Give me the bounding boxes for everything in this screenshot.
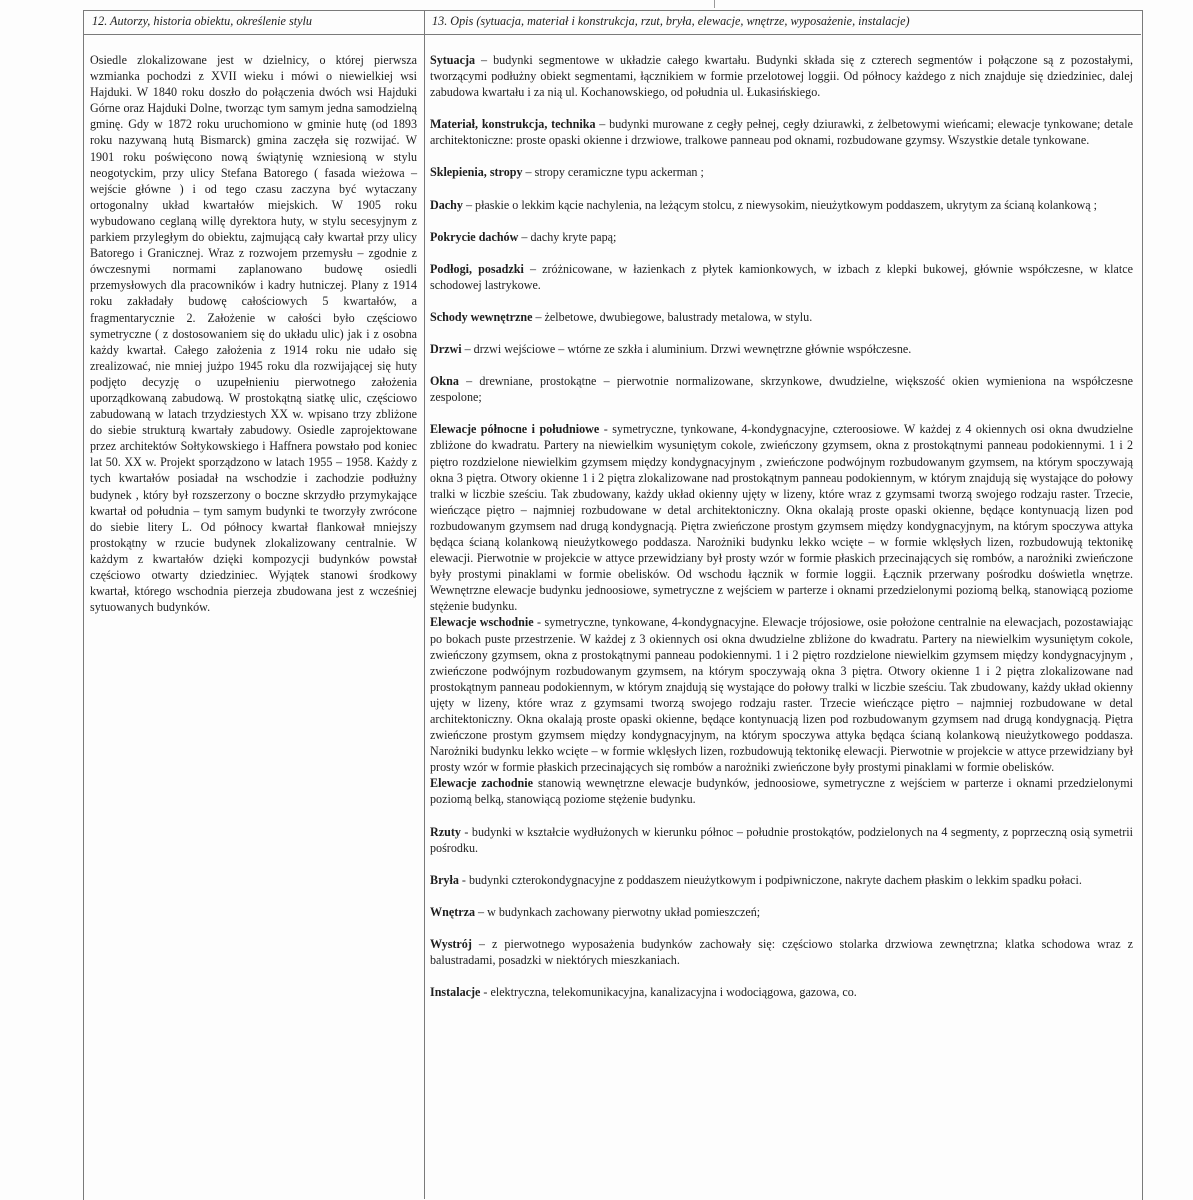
section-stropy <box>430 164 1133 180</box>
section-label: Instalacje <box>430 985 481 1000</box>
section-dachy <box>430 197 1133 213</box>
section-text: - symetryczne, tynkowane, 4-kondygnacyjne, czteroosiowe. W każdej z 4 okiennych osi okna dwudzielne zbliżone do kwadratu. Partery na niewielkim wysuniętym cokole, zwieńczony gzymsem, okna z prostokątnymi panneau podokiennymi. 1 i 2 piętro rozdzielone niewielkim gzymsem między kondygnacyjnym , zwieńczone podwójnym rozbudowanym gzymsem, na którym spoczywają okna 3 piętra. Otwory okienne 1 i 2 piętra zlokalizowane nad prostokątnym panneau podokiennym, w którym znajdują się wystające do połowy tralki w liczbie sześciu. Tak zbudowany, każdy układ okienny ujęty w lizeny, które wraz z gzymsami tworzą swojego rodzaju raster. Trzecie, wieńczące piętro – najmniej rozbudowane w detal architektoniczny. Okna okalają proste opaski okienne, będące kontynuacją lizen pod rozbudowanym gzymsem nad drugą kondygnacją. Piętra zwieńczone prostym gzymsem między kondygnacyjnym, na którym spoczywa attyka będąca ścianą kolankową nieużytkowego poddasza. Narożniki budynku lekko wcięte – w formie wklęsłych lizen, rozbudowują tektonikę elewacji. Pierwotnie w projekcie w attyce przewidziany był prosty wzór w formie płaskich przecinających się rombów, a narożniki zwieńczone były prostymi pinaklami w formie obelisków. Od wschodu łącznik w formie loggii. Łącznik przerwany pośrodku doświetla wnętrze. Wewnętrzne elewacje budynku jednoosiowe, symetryczne z wejściem w parterze i oknami przedzielonymi poziomą belką, stanowiącą poziome stężenie budynku. <box>430 422 1133 614</box>
section-label: Bryła <box>430 872 459 887</box>
section-material <box>430 116 1133 148</box>
section-label: Elewacje wschodnie <box>430 615 534 630</box>
section-label: Rzuty <box>430 824 461 839</box>
section-pokrycie <box>430 229 1133 245</box>
section-label: Pokrycie dachów <box>430 229 519 244</box>
section-text: stanowią wewnętrzne elewacje budynków, jednoosiowe, symetryczne z wejściem w parterze i oknami przedzielonymi poziomą belką, stanowiącą poziome stężenie budynku. <box>430 776 1133 807</box>
section-text: – zróżnicowane, w łazienkach z płytek kamionkowych, w izbach z klepki bukowej, głównie współczesne, w klatce schodowej lastrykowe. <box>430 261 1133 292</box>
section-text: - symetryczne, tynkowane, 4-kondygnacyjne. Elewacje trójosiowe, osie położone centralnie na elewacjach, pozostawiając po bokach puste przestrzenie. W każdej z 3 okiennych osi okna dwudzielne zbliżone do kwadratu. Partery na niewielkim wysuniętym cokole, zwieńczony gzymsem, okna z prostokątnymi panneau podokiennymi. 1 i 2 piętro rozdzielone niewielkim gzymsem między kondygnacyjnym , zwieńczone podwójnym rozbudowanym gzymsem, na którym spoczywają okna 3 piętra. Otwory okienne 1 i 2 piętra zlokalizowane nad prostokątnym panneau podokiennym, w którym znajdują się wystające do połowy tralki w liczbie sześciu. Tak zbudowany, każdy układ okienny ujęty w lizeny, które wraz z gzymsami tworzą swojego rodzaju raster. Trzecie wieńczące piętro – najmniej rozbudowane w detal architektoniczny. Okna okalają proste opaski okienne, będące kontynuacją lizen pod rozbudowanym gzymsem nad drugą kondygnacją. Piętra zwieńczone prostym gzymsem między kondygnacyjnym, na którym spoczywa attyka będąca ścianą kolankową nieużytkowego poddasza. Narożniki budynku lekko wcięte – w formie wklęsłych lizen, rozbudowują tektonikę elewacji. Pierwotnie w projekcie w attyce przewidziany był prosty wzór w formie płaskich przecinających się rombów a narożniki zwieńczone były prostymi pinaklami w formie obelisków. <box>430 615 1133 775</box>
section-elewacje-pn-pd <box>430 421 1133 614</box>
section-text: - budynki czterokondygnacyjne z poddaszem nieużytkowym i podpiwniczone, nakryte dachem płaskim o lekkim spadku połaci. <box>458 872 1082 887</box>
section-wnetrza <box>430 904 1133 920</box>
section-text: – drzwi wejściowe – wtórne ze szkła i aluminium. Drzwi wewnętrzne głównie współczesne. <box>461 342 912 357</box>
section-sytuacja <box>430 52 1133 100</box>
section-text: – płaskie o lekkim kącie nachylenia, na leżącym stolcu, z niewysokim, nieużytkowym poddaszem, ukrytym za ścianą kolankową ; <box>462 197 1097 212</box>
section-text: – żelbetowe, dwubiegowe, balustrady metalowa, w stylu. <box>532 309 813 324</box>
section-label: Schody wewnętrzne <box>430 309 533 324</box>
section-text: – drewniane, prostokątne – pierwotnie normalizowane, skrzynkowe, dwudzielne, większość okien wymieniona na współczesne zespolone; <box>430 374 1133 405</box>
description-column <box>430 52 1133 1000</box>
section-text: - elektryczna, telekomunikacyjna, kanalizacyjna i wodociągowa, gazowa, co. <box>480 985 857 1000</box>
section-bryla <box>430 872 1133 888</box>
section-label: Okna <box>430 374 459 389</box>
section-text: – dachy kryte papą; <box>518 229 617 244</box>
section-instalacje <box>430 984 1133 1000</box>
top-tick-mark <box>714 0 715 8</box>
section-podlogi <box>430 261 1133 293</box>
section-label: Elewacje zachodnie <box>430 776 534 791</box>
section-label: Sklepienia, stropy <box>430 165 523 180</box>
section-label: Wnętrza <box>430 904 475 919</box>
section-wystroj <box>430 936 1133 968</box>
section-label: Sytuacja <box>430 53 476 67</box>
section-drzwi <box>430 341 1133 357</box>
section-elewacje-wschodnie <box>430 614 1133 775</box>
section-label: Wystrój <box>430 936 472 951</box>
history-text: Osiedle zlokalizowane jest w dzielnicy, o której pierwsza wzmianka pochodzi z XVII wieku i mówi o niewielkiej wsi Hajduki. W 1840 roku doszło do połączenia dwóch wsi Hajduki Górne oraz Hajduki Dolne, tworząc tym samym jedna samodzielną gminę. Gdy w 1872 roku uruchomiono w gminie hutę (od 1893 roku nazywaną hutą Bismarck) gmina zaczęła się rozwijać. W 1901 roku poświęcono nową świątynię wzniesioną w stylu neogotyckim, przy ulicy Stefana Batorego ( fasada wieżowa – wejście główne ) i od tego czasu zaczyna być wytaczany ortogonalny układ kwartałów miejskich. W 1905 roku wybudowano ceglaną willę dyrektora huty, w stylu secesyjnym z parkiem przyległym do obiektu, zajmującą cały kwartał przy ulicy Batorego i Granicznej. Wraz z rozwojem przemysłu – zgodnie z ówczesnymi normami zaplanowano budowę osiedli przemysłowych dla pracowników i kadry hutniczej. Plany z 1914 roku zakładały budowę całościowych 5 kwartałów, a fragmentarycznie 2. Założenie w całości było częściowo symetryczne ( z dostosowaniem się do układu ulic) jak i z osobna każdy kwartał. Całego założenia z 1914 roku nie udało się zrealizować, nie mniej jużpo 1945 roku dla rozwijającej się huty podjęto decyzję o uzupełnieniu pierwotnego założenia uporządkowaną zabudową. W prostokątną siatkę ulic, częściowo zabudowaną w latach trzydziestych XX w. wpisano trzy zbliżone do siebie strukturą kwartały zabudowy. Osiedle zaprojektowane przez architektów Sołtykowskiego i Haffnera powstało pod koniec lat 50. XX w. Projekt sporządzono w latach 1955 – 1958. Każdy z tych kwartałów posiadał na wschodzie i zachodzie podłużny budynek , który był rozszerzony o boczne skrzydło przymykające kwartał od południa – tym samym budynki te tworzyły zwrócone do siebie litery L. Od północy kwartał flankował mniejszy prostokątny w rzucie budynek zlokalizowany centralnie. W każdym z kwartałów dzięki kompozycji budynków powstał częściowo otwarty dziedziniec. Wyjątek stanowi środkowy kwartał, którego wschodnia pierzeja zbudowana jest z wcześniej sytuowanych budynków. <box>90 53 417 615</box>
section-elewacje-zachodnie <box>430 775 1133 807</box>
section-text: – z pierwotnego wyposażenia budynków zachowały się: częściowo stolarka drzwiowa zewnętrzna; klatka schodowa wraz z balustradami, posadzki w niektórych mieszkaniach. <box>430 936 1133 968</box>
section-label: Drzwi <box>430 342 462 357</box>
section-label: Podłogi, posadzki <box>430 261 524 276</box>
section-text: - budynki w kształcie wydłużonych w kierunku północ – południe prostokątów, podzielonych na 4 segmenty, z poprzeczną osią symetrii pośrodku. <box>430 824 1133 855</box>
section-13-heading: 13. Opis (sytuacja, materiał i konstrukcja, rzut, bryła, elewacje, wnętrze, wyposażenie, instalacje) <box>432 14 910 28</box>
section-12-heading: 12. Autorzy, historia obiektu, określenie stylu <box>92 14 313 28</box>
header-rule <box>83 34 1141 35</box>
section-label: Elewacje północne i południowe <box>430 422 600 437</box>
section-text: – stropy ceramiczne typu ackerman ; <box>522 165 704 180</box>
section-schody <box>430 309 1133 325</box>
section-rzuty <box>430 824 1133 856</box>
section-label: Dachy <box>430 197 463 212</box>
column-divider <box>424 10 425 1199</box>
section-text: – budynki murowane z cegły pełnej, cegły dziurawki, z żelbetowymi wieńcami; elewacje tynkowane; detale architektoniczne: proste opaski okienne i drzwiowe, tralkowe panneau pod oknami, rozbudowane gzymsy. Wszystkie detale tynkowane. <box>430 117 1133 148</box>
section-text: – w budynkach zachowany pierwotny układ pomieszczeń; <box>475 904 761 919</box>
section-label: Materiał, konstrukcja, technika <box>430 117 596 132</box>
section-text: – budynki segmentowe w układzie całego kwartału. Budynki składa się z czterech segmentów i połączone są z pozostałymi, tworzącymi podłużny obiekt segmentami, łącznikiem w formie przelotowej loggii. Od północy każdego z nich znajduje się dziedziniec, dalej zabudowa kwartału i za nią ul. Kochanowskiego, od południa ul. Łukasińskiego. <box>430 53 1133 100</box>
section-okna <box>430 373 1133 405</box>
